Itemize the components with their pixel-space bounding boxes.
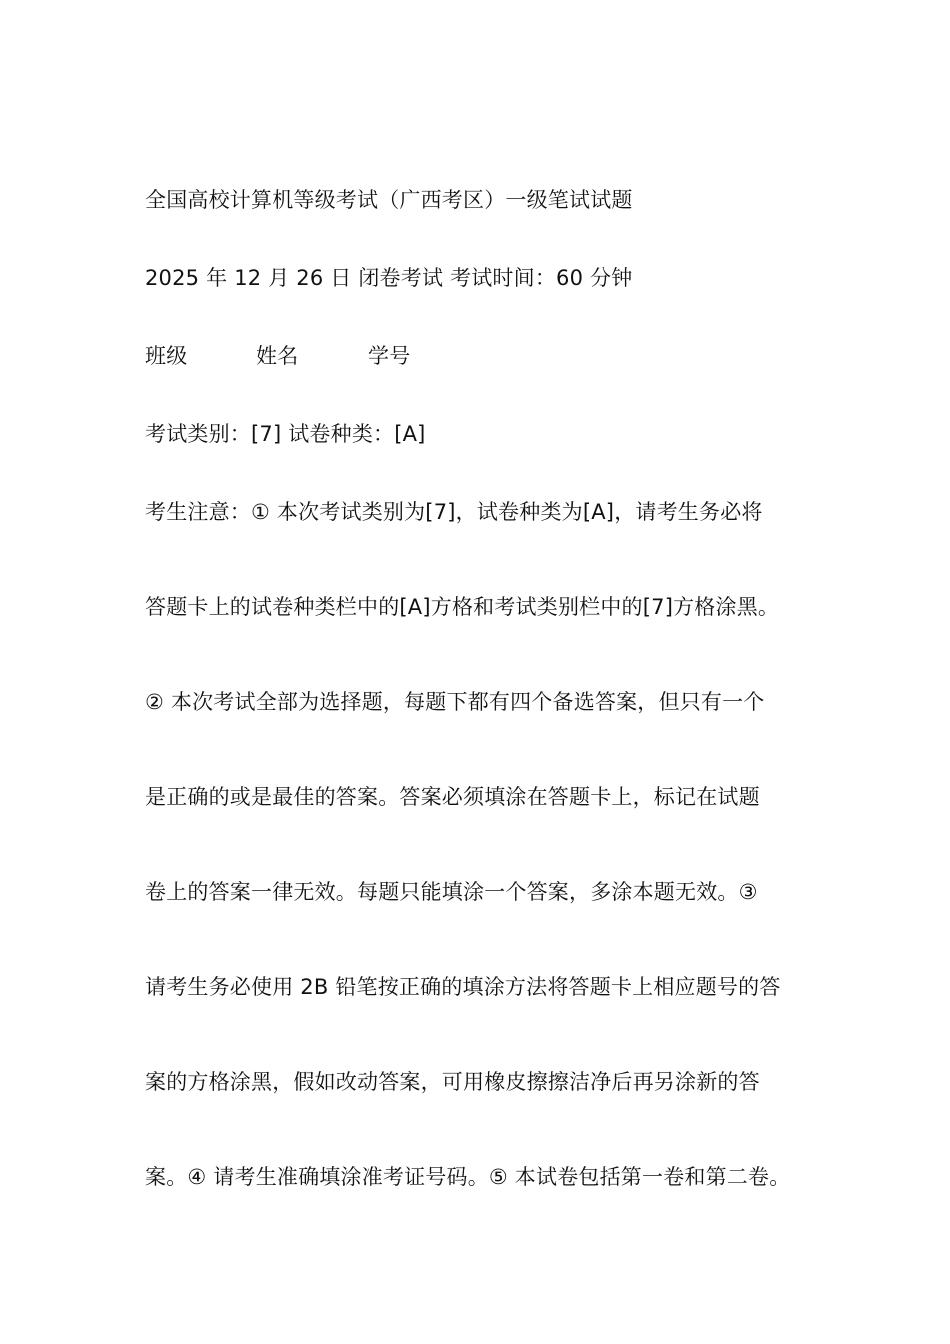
notice-line: 卷上的答案一律无效。每题只能填涂一个答案，多涂本题无效。③ [145, 880, 758, 904]
notice-line: 是正确的或是最佳的答案。答案必须填涂在答题卡上，标记在试题 [145, 785, 760, 809]
notice-line: 答题卡上的试卷种类栏中的[A]方格和考试类别栏中的[7]方格涂黑。 [145, 595, 780, 619]
exam-category: 考试类别：[7] 试卷种类：[A] [145, 422, 426, 446]
notice-line: 请考生务必使用 2B 铅笔按正确的填涂方法将答题卡上相应题号的答 [145, 975, 781, 999]
notice-line: 案的方格涂黑，假如改动答案，可用橡皮擦擦洁净后再另涂新的答 [145, 1070, 760, 1094]
notice-line: ② 本次考试全部为选择题，每题下都有四个备选答案，但只有一个 [145, 690, 765, 714]
class-label: 班级 [145, 344, 188, 368]
name-label: 姓名 [256, 344, 299, 368]
notice-line: 考生注意：① 本次考试类别为[7]，试卷种类为[A]，请考生务必将 [145, 500, 763, 524]
document-title: 全国高校计算机等级考试（广西考区）一级笔试试题 [145, 188, 633, 212]
student-fields [145, 342, 410, 370]
exam-info: 2025 年 12 月 26 日 闭卷考试 考试时间：60 分钟 [145, 266, 633, 290]
notice-line: 案。④ 请考生准确填涂准考证号码。⑤ 本试卷包括第一卷和第二卷。 [145, 1165, 791, 1189]
student-id-label: 学号 [368, 344, 411, 368]
